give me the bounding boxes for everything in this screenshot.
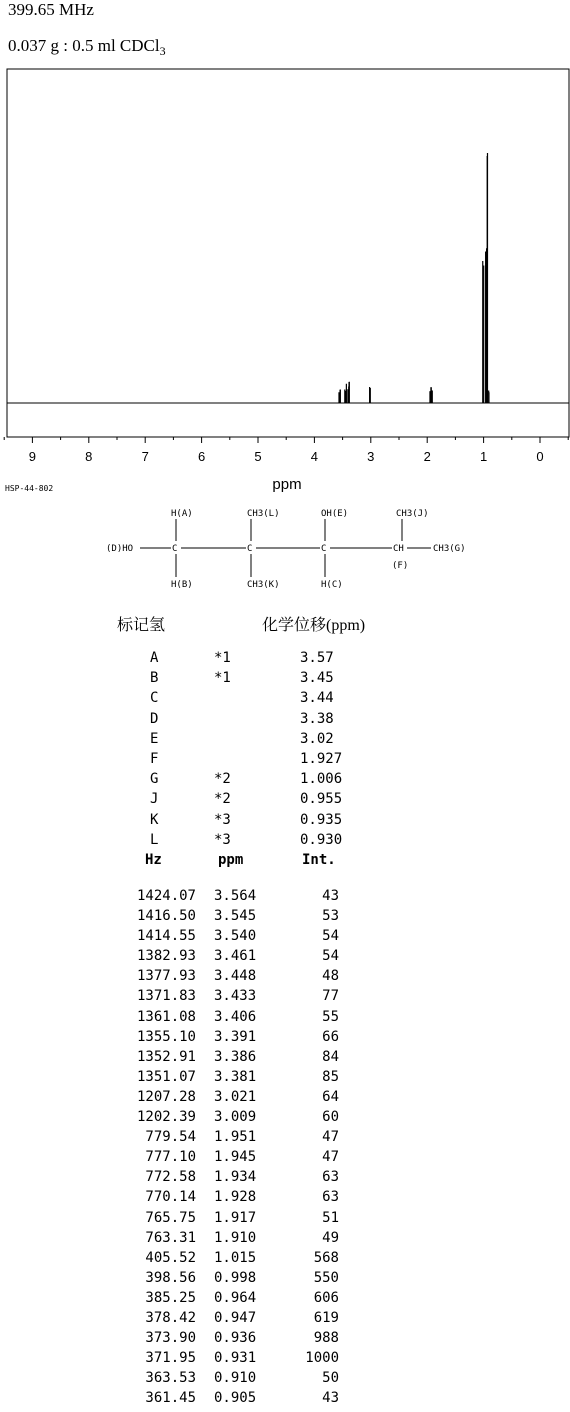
atom-c2: C bbox=[247, 544, 253, 554]
peak-int: 66 bbox=[322, 1028, 339, 1045]
shift-note: *1 bbox=[214, 650, 231, 666]
shift-label: A bbox=[150, 650, 159, 666]
shift-label: B bbox=[150, 670, 159, 687]
x-tick-label: 9 bbox=[28, 449, 37, 464]
peak-ppm: 3.386 bbox=[214, 1048, 257, 1065]
label-d-ho: (D)HO bbox=[106, 544, 134, 554]
peak-ppm: 3.564 bbox=[214, 888, 257, 904]
shift-label: L bbox=[150, 831, 159, 848]
peak-int: 48 bbox=[322, 968, 339, 985]
peak-row bbox=[0, 928, 570, 948]
peak-hz: 371.95 bbox=[145, 1350, 196, 1367]
shift-label: J bbox=[150, 791, 159, 808]
peak-row bbox=[0, 1210, 570, 1230]
peak-ppm: 0.905 bbox=[214, 1390, 257, 1407]
shift-label: F bbox=[150, 750, 159, 767]
peak-hz: 1202.39 bbox=[136, 1109, 196, 1126]
peak-hz: 361.45 bbox=[145, 1390, 196, 1407]
label-ch3-j: CH3(J) bbox=[396, 509, 429, 519]
sample-concentration bbox=[8, 36, 166, 59]
x-tick-label: 0 bbox=[536, 449, 544, 464]
atom-c3: C bbox=[321, 544, 327, 554]
peak-hz: 378.42 bbox=[145, 1309, 196, 1326]
peak-int: 63 bbox=[322, 1189, 339, 1206]
peak-row bbox=[0, 1189, 570, 1209]
shift-ppm: 0.955 bbox=[300, 791, 343, 808]
peak-row bbox=[0, 1230, 570, 1250]
peak-hz: 1414.55 bbox=[136, 928, 196, 945]
peak-ppm: 3.448 bbox=[214, 968, 257, 985]
peak-row bbox=[0, 1310, 570, 1330]
peak-int: 988 bbox=[313, 1330, 339, 1347]
peak-int: 54 bbox=[322, 928, 339, 945]
peak-int: 550 bbox=[313, 1269, 339, 1286]
shift-label: G bbox=[150, 771, 159, 788]
peak-ppm: 3.021 bbox=[214, 1088, 257, 1105]
peak-ppm: 0.910 bbox=[214, 1370, 257, 1387]
peak-row bbox=[0, 1129, 570, 1149]
shift-note: *2 bbox=[214, 791, 231, 808]
peak-hz: 1382.93 bbox=[136, 948, 196, 965]
x-axis-ticks bbox=[4, 437, 568, 464]
peak-hz: 1416.50 bbox=[136, 908, 196, 925]
shift-table-header bbox=[0, 612, 570, 634]
peak-int: 50 bbox=[322, 1370, 339, 1387]
peak-row bbox=[0, 1370, 570, 1390]
peak-hz: 1377.93 bbox=[136, 968, 196, 985]
peak-hz: 1351.07 bbox=[136, 1068, 196, 1085]
peak-hz: 770.14 bbox=[145, 1189, 196, 1206]
label-ch3-g: CH3(G) bbox=[433, 544, 466, 554]
peak-row bbox=[0, 1029, 570, 1049]
shift-row bbox=[0, 650, 570, 670]
peak-hz: 373.90 bbox=[145, 1330, 196, 1347]
peak-int: 84 bbox=[322, 1048, 339, 1065]
peak-row bbox=[0, 1350, 570, 1370]
shift-row bbox=[0, 711, 570, 731]
peak-hz: 1355.10 bbox=[136, 1028, 196, 1045]
peak-ppm: 1.910 bbox=[214, 1229, 257, 1246]
peak-row bbox=[0, 1270, 570, 1290]
peak-row bbox=[0, 1390, 570, 1410]
peak-int: 63 bbox=[322, 1169, 339, 1186]
x-axis-label: ppm bbox=[272, 476, 302, 493]
peak-int: 77 bbox=[322, 988, 339, 1005]
peak-ppm: 0.998 bbox=[214, 1269, 257, 1286]
shift-ppm: 1.006 bbox=[300, 771, 343, 788]
peak-int: 60 bbox=[322, 1109, 339, 1126]
shift-note: *3 bbox=[214, 831, 231, 848]
peak-row bbox=[0, 988, 570, 1008]
x-tick-label: 8 bbox=[85, 449, 93, 464]
peak-row bbox=[0, 1069, 570, 1089]
peak-hz: 1361.08 bbox=[136, 1008, 196, 1025]
peak-row bbox=[0, 968, 570, 988]
x-tick-label: 6 bbox=[197, 449, 206, 464]
peak-row bbox=[0, 948, 570, 968]
peak-hz: 765.75 bbox=[145, 1209, 196, 1226]
shift-ppm: 3.44 bbox=[300, 690, 334, 707]
peak-int: 49 bbox=[322, 1229, 339, 1246]
shift-ppm: 3.45 bbox=[300, 670, 334, 687]
peak-hz: 398.56 bbox=[145, 1269, 196, 1286]
peak-int: 47 bbox=[322, 1129, 339, 1146]
label-h-c: H(C) bbox=[321, 580, 343, 590]
peak-ppm: 0.964 bbox=[214, 1289, 257, 1306]
peak-ppm: 3.433 bbox=[214, 988, 257, 1005]
peak-ppm: 3.381 bbox=[214, 1068, 257, 1085]
label-ch3-k: CH3(K) bbox=[247, 580, 280, 590]
shift-label: C bbox=[150, 690, 159, 707]
x-tick-label: 7 bbox=[141, 449, 149, 464]
peak-ppm: 3.009 bbox=[214, 1109, 257, 1126]
shift-row bbox=[0, 731, 570, 751]
peak-int: 1000 bbox=[305, 1350, 339, 1367]
peak-int: 64 bbox=[322, 1088, 339, 1105]
spectrometer-frequency: 399.65 MHz bbox=[8, 0, 94, 19]
spectrum-code: HSP-44-802 bbox=[5, 484, 54, 493]
peak-row bbox=[0, 1009, 570, 1029]
shift-row bbox=[0, 832, 570, 852]
shift-row bbox=[0, 791, 570, 811]
shift-ppm: 3.38 bbox=[300, 710, 334, 727]
shift-label: E bbox=[150, 730, 159, 747]
peak-hz: 772.58 bbox=[145, 1169, 196, 1186]
peak-row bbox=[0, 1169, 570, 1189]
peak-ppm: 3.545 bbox=[214, 908, 257, 925]
peak-row bbox=[0, 1250, 570, 1270]
shift-ppm: 3.57 bbox=[300, 650, 334, 666]
shift-row bbox=[0, 670, 570, 690]
peak-hz: 1424.07 bbox=[136, 888, 196, 904]
header-label-col: 标记氢 bbox=[117, 617, 166, 634]
peak-ppm: 3.391 bbox=[214, 1028, 257, 1045]
peak-ppm: 1.945 bbox=[214, 1149, 257, 1166]
peak-row bbox=[0, 1149, 570, 1169]
shift-row bbox=[0, 751, 570, 771]
peak-int: 43 bbox=[322, 1390, 339, 1407]
label-oh-e: OH(E) bbox=[321, 509, 349, 519]
header-shift-col: 化学位移(ppm) bbox=[262, 617, 366, 634]
shift-note: *2 bbox=[214, 771, 231, 788]
shift-row bbox=[0, 812, 570, 832]
peak-table-header bbox=[0, 852, 570, 874]
shift-row bbox=[0, 771, 570, 791]
peak-hz: 779.54 bbox=[145, 1129, 196, 1146]
peak-row bbox=[0, 1089, 570, 1109]
peak-hz: 385.25 bbox=[145, 1289, 196, 1306]
peak-ppm: 1.934 bbox=[214, 1169, 257, 1186]
shift-ppm: 3.02 bbox=[300, 730, 334, 747]
label-h-b: H(B) bbox=[171, 580, 193, 590]
atom-c1: C bbox=[172, 544, 178, 554]
shift-table bbox=[0, 650, 570, 852]
peak-int: 53 bbox=[322, 908, 339, 925]
peak-ppm: 0.947 bbox=[214, 1309, 257, 1326]
peak-int: 85 bbox=[322, 1068, 339, 1085]
peak-row bbox=[0, 1290, 570, 1310]
sample-main-text: 0.037 g : 0.5 ml CDCl bbox=[8, 36, 160, 55]
plot-frame bbox=[7, 69, 569, 437]
shift-note: *3 bbox=[214, 811, 231, 828]
peak-ppm: 0.936 bbox=[214, 1330, 257, 1347]
peak-ppm: 0.931 bbox=[214, 1350, 257, 1367]
peak-int: 568 bbox=[313, 1249, 339, 1266]
peak-ppm: 1.917 bbox=[214, 1209, 257, 1226]
x-tick-label: 4 bbox=[310, 449, 319, 464]
label-ch3-l: CH3(L) bbox=[247, 509, 280, 519]
x-tick-label: 2 bbox=[423, 449, 431, 464]
sample-subscript: 3 bbox=[159, 44, 166, 58]
peak-int: 43 bbox=[322, 888, 339, 904]
peak-hz: 405.52 bbox=[145, 1249, 196, 1266]
shift-label: K bbox=[150, 811, 159, 828]
col-hz: Hz bbox=[145, 852, 162, 868]
peak-hz: 1352.91 bbox=[136, 1048, 196, 1065]
peak-hz: 1207.28 bbox=[136, 1088, 196, 1105]
peak-row bbox=[0, 1330, 570, 1350]
peak-hz: 1371.83 bbox=[136, 988, 196, 1005]
peak-hz: 363.53 bbox=[145, 1370, 196, 1387]
label-h-a: H(A) bbox=[171, 509, 193, 519]
peak-hz: 763.31 bbox=[145, 1229, 196, 1246]
peak-ppm: 3.406 bbox=[214, 1008, 257, 1025]
peak-ppm: 1.015 bbox=[214, 1249, 257, 1266]
peak-ppm: 1.928 bbox=[214, 1189, 257, 1206]
peak-ppm: 3.461 bbox=[214, 948, 257, 965]
peak-row bbox=[0, 908, 570, 928]
peak-row bbox=[0, 888, 570, 908]
peak-row bbox=[0, 1109, 570, 1129]
peak-group bbox=[339, 153, 489, 403]
atom-ch: CH bbox=[393, 544, 404, 554]
peak-int: 51 bbox=[322, 1209, 339, 1226]
shift-note: *1 bbox=[214, 670, 231, 687]
peak-hz: 777.10 bbox=[145, 1149, 196, 1166]
x-tick-label: 1 bbox=[479, 449, 488, 464]
peak-int: 619 bbox=[313, 1309, 339, 1326]
molecular-structure bbox=[0, 500, 570, 595]
peak-int: 606 bbox=[313, 1289, 339, 1306]
shift-ppm: 0.930 bbox=[300, 831, 343, 848]
shift-ppm: 1.927 bbox=[300, 750, 343, 767]
peak-table bbox=[0, 888, 570, 1410]
x-tick-label: 3 bbox=[367, 449, 375, 464]
peak-int: 47 bbox=[322, 1149, 339, 1166]
peak-ppm: 3.540 bbox=[214, 928, 257, 945]
col-int: Int. bbox=[302, 852, 336, 868]
label-f: (F) bbox=[392, 561, 409, 571]
nmr-spectrum-chart bbox=[0, 60, 570, 500]
shift-label: D bbox=[150, 710, 159, 727]
col-ppm: ppm bbox=[218, 852, 244, 868]
peak-row bbox=[0, 1049, 570, 1069]
peak-int: 55 bbox=[322, 1008, 339, 1025]
shift-ppm: 0.935 bbox=[300, 811, 343, 828]
x-tick-label: 5 bbox=[254, 449, 262, 464]
shift-row bbox=[0, 690, 570, 710]
peak-ppm: 1.951 bbox=[214, 1129, 257, 1146]
peak-int: 54 bbox=[322, 948, 339, 965]
